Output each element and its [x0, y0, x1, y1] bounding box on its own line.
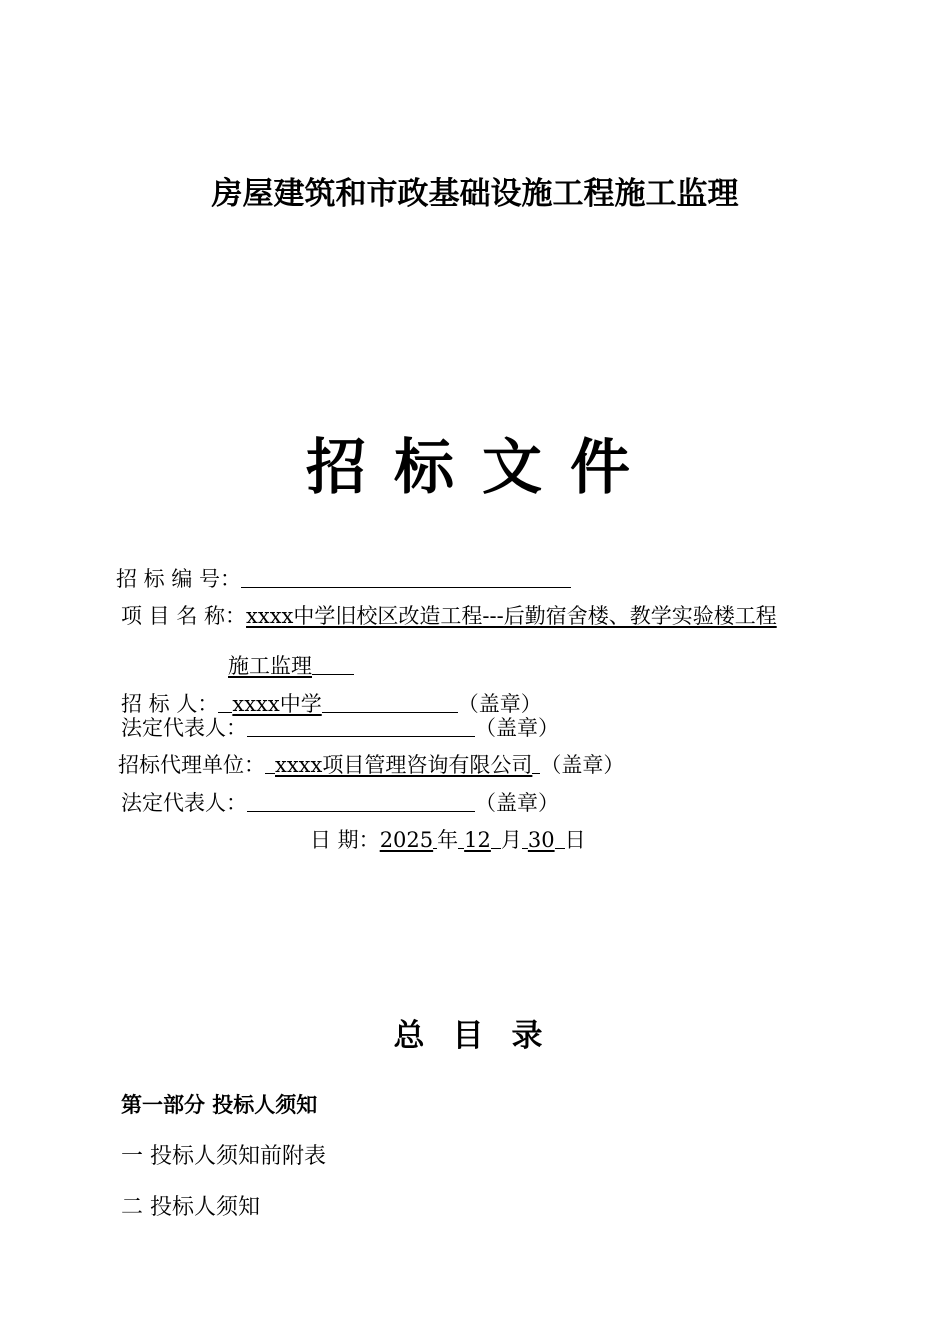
toc-part-1: 第一部分 投标人须知 [121, 1093, 318, 1117]
agent-value: xxxx项目管理咨询有限公司 [275, 753, 533, 777]
date-day-pad [555, 828, 565, 849]
toc-item: 一 投标人须知前附表 [121, 1144, 326, 1169]
tender-number-blank [241, 567, 571, 588]
tenderer-seal: （盖章） [457, 692, 542, 716]
date-month-char: 月 [500, 828, 522, 852]
date-year: 2025 [379, 828, 434, 852]
agent-row [118, 750, 624, 780]
legal-rep-seal-1: （盖章） [475, 716, 559, 740]
tenderer-lead-blank [218, 692, 232, 713]
tenderer-label: 招 标 人： [121, 692, 219, 716]
agent-lead-blank [265, 753, 275, 774]
project-name-label: 项 目 名 称： [121, 604, 247, 628]
legal-rep-row-2 [121, 788, 559, 818]
agent-label: 招标代理单位： [118, 753, 265, 777]
agent-seal: （盖章） [540, 753, 625, 777]
legal-rep-label-1: 法定代表人： [121, 716, 247, 740]
date-month: 12 [464, 828, 491, 852]
tender-number-row [116, 564, 571, 594]
legal-rep-blank-1 [247, 716, 475, 737]
document-header-title: 房屋建筑和市政基础设施工程施工监理 [211, 176, 739, 212]
date-year-char: 年 [437, 828, 459, 852]
tenderer-trailing-blank [322, 692, 458, 713]
legal-rep-blank-2 [247, 791, 475, 812]
date-row [310, 825, 586, 855]
toc-title: 总目录 [393, 1018, 571, 1054]
legal-rep-seal-2: （盖章） [475, 791, 559, 815]
date-label: 日 期： [310, 828, 380, 852]
project-name-value: xxxx中学旧校区改造工程---后勤宿舍楼、教学实验楼工程 [246, 604, 777, 628]
document-main-title: 招标文件 [306, 433, 658, 503]
tenderer-value: xxxx中学 [232, 692, 322, 716]
tender-number-label: 招 标 编 号： [116, 567, 242, 591]
toc-item: 二 投标人须知 [121, 1195, 260, 1220]
project-name-continuation: 施工监理 [228, 654, 312, 678]
project-name-trailing-blank [312, 654, 354, 675]
project-name-row [121, 601, 777, 631]
date-day-char: 日 [564, 828, 586, 852]
legal-rep-label-2: 法定代表人： [121, 791, 247, 815]
date-month-pad [491, 828, 501, 849]
legal-rep-row-1 [121, 713, 559, 743]
project-name-continuation-row [228, 651, 354, 681]
date-day: 30 [527, 828, 555, 852]
